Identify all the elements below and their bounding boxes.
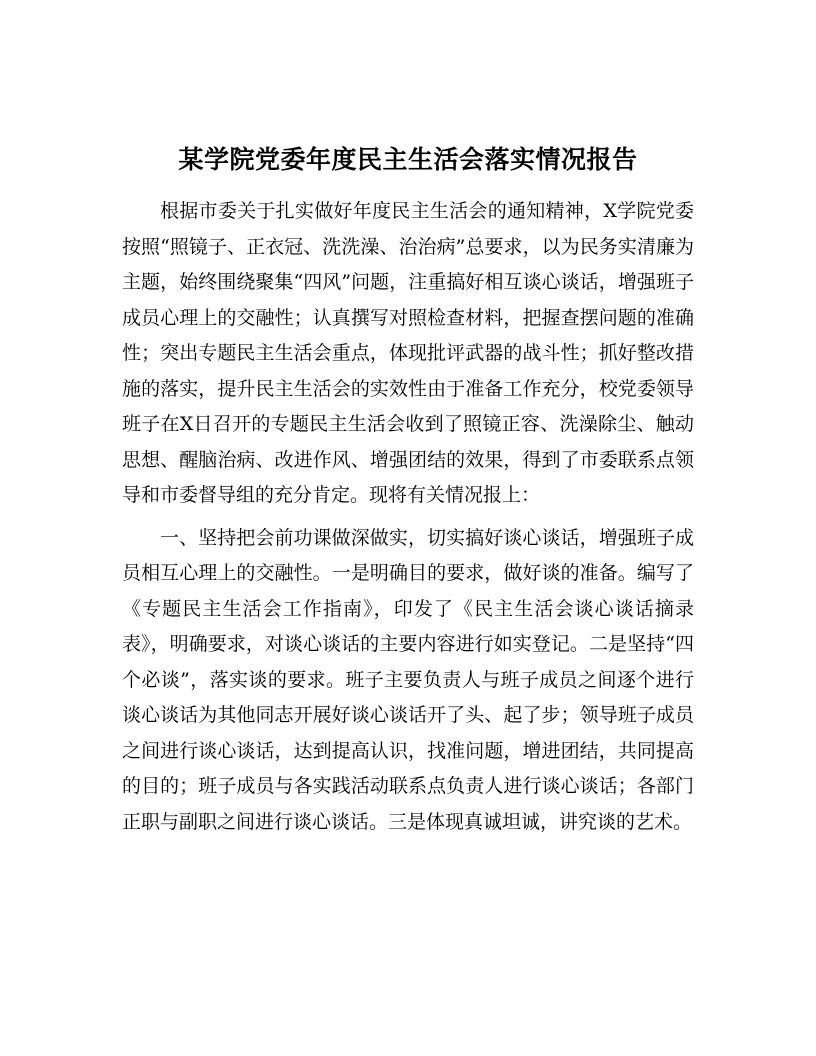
- document-title: 某学院党委年度民主生活会落实情况报告: [178, 145, 638, 174]
- document-body: [122, 194, 694, 847]
- paragraph-intro: 根据市委关于扎实做好年度民主生活会的通知精神，X学院党委按照“照镜子、正衣冠、洗洗澡、治治病”总要求，以为民务实清廉为主题，始终围绕聚集“四风”问题，注重搞好相互谈心谈话，增强班子成员心理上的交融性；认真撰写对照检查材料，把握查摆问题的准确性；突出专题民主生活会重点，体现批评武器的战斗性；抓好整改措施的落实，提升民主生活会的实效性由于准备工作充分，校党委领导班子在X日召开的专题民主生活会收到了照镜正容、洗澡除尘、触动思想、醒脑治病、改进作风、增强团结的效果，得到了市委联系点领导和市委督导组的充分肯定。现将有关情况报上：: [122, 200, 694, 506]
- paragraph-section-one: 一、坚持把会前功课做深做实，切实搞好谈心谈话，增强班子成员相互心理上的交融性。一是明确目的要求，做好谈的准备。编写了《专题民主生活会工作指南》，印发了《民主生活会谈心谈话摘录表》，明确要求，对谈心谈话的主要内容进行如实登记。二是坚持“四个必谈”，落实谈的要求。班子主要负责人与班子成员之间逐个进行谈心谈话为其他同志开展好谈心谈话开了头、起了步；领导班子成员之间进行谈心谈话，达到提高认识，找准问题，增进团结，共同提高的目的；班子成员与各实践活动联系点负责人进行谈心谈话；各部门正职与副职之间进行谈心谈话。三是体现真诚坦诚，讲究谈的艺术。: [122, 526, 694, 833]
